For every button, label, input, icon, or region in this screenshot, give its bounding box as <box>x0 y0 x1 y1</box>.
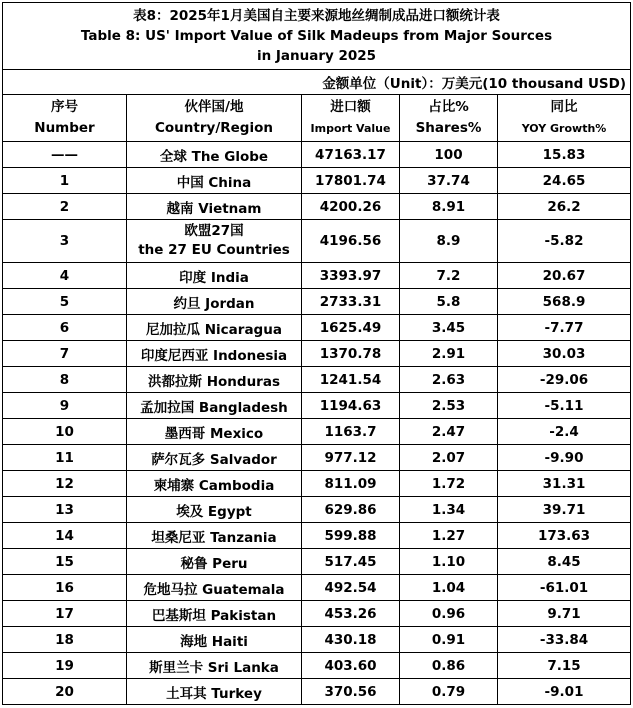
cell-yoy-growth: -5.82 <box>498 220 631 263</box>
cell-yoy-growth: -61.01 <box>498 575 631 601</box>
cell-country: 孟加拉国 Bangladesh <box>127 393 302 419</box>
cell-share: 0.79 <box>400 679 498 705</box>
cell-import-value: 370.56 <box>302 679 400 705</box>
cell-country: 中国 China <box>127 168 302 194</box>
cell-country: 尼加拉瓜 Nicaragua <box>127 315 302 341</box>
cell-import-value: 517.45 <box>302 549 400 575</box>
cell-country: 秘鲁 Peru <box>127 549 302 575</box>
cell-import-value: 1370.78 <box>302 341 400 367</box>
table-row <box>3 341 631 367</box>
cell-number: 8 <box>3 367 127 393</box>
cell-import-value: 3393.97 <box>302 263 400 289</box>
table-row <box>3 220 631 263</box>
cell-number: 15 <box>3 549 127 575</box>
header-yoy-en: YOY Growth% <box>521 122 607 135</box>
cell-number: 17 <box>3 601 127 627</box>
unit-row <box>3 70 631 95</box>
cell-number: 14 <box>3 523 127 549</box>
cell-number: 16 <box>3 575 127 601</box>
header-yoy-cn: 同比 <box>550 99 578 115</box>
table-row <box>3 471 631 497</box>
table-row <box>3 601 631 627</box>
cell-number: 7 <box>3 341 127 367</box>
title-cn: 表8：2025年1月美国自主要来源地丝绸制成品进口额统计表 <box>133 8 500 24</box>
cell-country: 柬埔寨 Cambodia <box>127 471 302 497</box>
table-row <box>3 315 631 341</box>
header-number <box>3 95 127 142</box>
cell-country: 斯里兰卡 Sri Lanka <box>127 653 302 679</box>
cell-import-value: 47163.17 <box>302 142 400 168</box>
cell-number: 18 <box>3 627 127 653</box>
cell-import-value: 453.26 <box>302 601 400 627</box>
cell-yoy-growth: 568.9 <box>498 289 631 315</box>
cell-number: 9 <box>3 393 127 419</box>
cell-import-value: 811.09 <box>302 471 400 497</box>
table-row <box>3 142 631 168</box>
cell-yoy-growth: -5.11 <box>498 393 631 419</box>
table-row <box>3 549 631 575</box>
cell-import-value: 4196.56 <box>302 220 400 263</box>
table-row <box>3 575 631 601</box>
header-country-en: Country/Region <box>155 120 273 136</box>
cell-yoy-growth: -9.90 <box>498 445 631 471</box>
cell-import-value: 403.60 <box>302 653 400 679</box>
unit-label: 金额单位（Unit）：万美元(10 thousand USD) <box>3 70 631 95</box>
header-value-cn: 进口额 <box>330 99 371 115</box>
cell-import-value: 2733.31 <box>302 289 400 315</box>
cell-share: 1.72 <box>400 471 498 497</box>
cell-yoy-growth: 30.03 <box>498 341 631 367</box>
cell-share: 1.34 <box>400 497 498 523</box>
cell-yoy-growth: 173.63 <box>498 523 631 549</box>
cell-number: 6 <box>3 315 127 341</box>
cell-country: 约旦 Jordan <box>127 289 302 315</box>
cell-number: 13 <box>3 497 127 523</box>
cell-country: 越南 Vietnam <box>127 194 302 220</box>
cell-number: 19 <box>3 653 127 679</box>
cell-import-value: 1625.49 <box>302 315 400 341</box>
cell-yoy-growth: 7.15 <box>498 653 631 679</box>
table-row <box>3 679 631 705</box>
table-row <box>3 497 631 523</box>
cell-import-value: 1241.54 <box>302 367 400 393</box>
cell-country: 萨尔瓦多 Salvador <box>127 445 302 471</box>
cell-import-value: 1194.63 <box>302 393 400 419</box>
cell-import-value: 629.86 <box>302 497 400 523</box>
table-row <box>3 194 631 220</box>
cell-share: 8.91 <box>400 194 498 220</box>
header-country <box>127 95 302 142</box>
cell-country: 墨西哥 Mexico <box>127 419 302 445</box>
table-row <box>3 653 631 679</box>
cell-country: 全球 The Globe <box>127 142 302 168</box>
cell-country: 洪都拉斯 Honduras <box>127 367 302 393</box>
table-row <box>3 627 631 653</box>
cell-share: 2.63 <box>400 367 498 393</box>
document <box>2 2 630 705</box>
cell-country: 埃及 Egypt <box>127 497 302 523</box>
table-row <box>3 419 631 445</box>
header-share <box>400 95 498 142</box>
cell-country-cn: 欧盟27国 <box>184 223 244 239</box>
cell-country: 印度尼西亚 Indonesia <box>127 341 302 367</box>
header-number-en: Number <box>34 120 95 136</box>
cell-number: 10 <box>3 419 127 445</box>
cell-number: 4 <box>3 263 127 289</box>
cell-yoy-growth: -2.4 <box>498 419 631 445</box>
cell-yoy-growth: 26.2 <box>498 194 631 220</box>
title-date: in January 2025 <box>256 48 377 64</box>
cell-yoy-growth: 20.67 <box>498 263 631 289</box>
cell-share: 1.04 <box>400 575 498 601</box>
cell-number: 3 <box>3 220 127 263</box>
cell-number: —— <box>3 142 127 168</box>
cell-import-value: 17801.74 <box>302 168 400 194</box>
cell-country: 海地 Haiti <box>127 627 302 653</box>
header-row <box>3 95 631 142</box>
cell-share: 8.9 <box>400 220 498 263</box>
header-country-cn: 伙伴国/地 <box>184 99 244 115</box>
cell-share: 37.74 <box>400 168 498 194</box>
cell-yoy-growth: -7.77 <box>498 315 631 341</box>
cell-share: 0.96 <box>400 601 498 627</box>
cell-share: 100 <box>400 142 498 168</box>
cell-yoy-growth: 15.83 <box>498 142 631 168</box>
cell-number: 2 <box>3 194 127 220</box>
cell-import-value: 977.12 <box>302 445 400 471</box>
cell-share: 2.07 <box>400 445 498 471</box>
cell-share: 0.91 <box>400 627 498 653</box>
cell-import-value: 599.88 <box>302 523 400 549</box>
cell-yoy-growth: 8.45 <box>498 549 631 575</box>
cell-number: 11 <box>3 445 127 471</box>
cell-import-value: 1163.7 <box>302 419 400 445</box>
cell-yoy-growth: 24.65 <box>498 168 631 194</box>
header-value <box>302 95 400 142</box>
header-value-en: Import Value <box>310 122 391 135</box>
table-row <box>3 393 631 419</box>
cell-share: 1.10 <box>400 549 498 575</box>
cell-country: 巴基斯坦 Pakistan <box>127 601 302 627</box>
table-row <box>3 367 631 393</box>
cell-import-value: 4200.26 <box>302 194 400 220</box>
table-row <box>3 263 631 289</box>
cell-import-value: 492.54 <box>302 575 400 601</box>
title-en: Table 8: US' Import Value of Silk Madeups from Major Sources <box>80 28 553 44</box>
table-row <box>3 168 631 194</box>
cell-share: 0.86 <box>400 653 498 679</box>
import-table <box>2 2 631 705</box>
cell-share: 3.45 <box>400 315 498 341</box>
cell-share: 5.8 <box>400 289 498 315</box>
cell-yoy-growth: 31.31 <box>498 471 631 497</box>
header-number-cn: 序号 <box>51 99 78 115</box>
cell-country: 印度 India <box>127 263 302 289</box>
cell-number: 20 <box>3 679 127 705</box>
header-share-cn: 占比% <box>428 99 469 115</box>
cell-yoy-growth: 9.71 <box>498 601 631 627</box>
cell-yoy-growth: 39.71 <box>498 497 631 523</box>
cell-country: 危地马拉 Guatemala <box>127 575 302 601</box>
cell-import-value: 430.18 <box>302 627 400 653</box>
cell-share: 2.47 <box>400 419 498 445</box>
cell-country: 土耳其 Turkey <box>127 679 302 705</box>
cell-country-en: the 27 EU Countries <box>138 242 290 258</box>
cell-yoy-growth: -33.84 <box>498 627 631 653</box>
cell-share: 2.91 <box>400 341 498 367</box>
table-row <box>3 289 631 315</box>
cell-country <box>127 220 302 263</box>
cell-number: 12 <box>3 471 127 497</box>
cell-share: 1.27 <box>400 523 498 549</box>
title-row <box>3 3 631 70</box>
cell-yoy-growth: -9.01 <box>498 679 631 705</box>
table-title <box>3 3 631 70</box>
cell-number: 1 <box>3 168 127 194</box>
cell-number: 5 <box>3 289 127 315</box>
table-row <box>3 445 631 471</box>
cell-country: 坦桑尼亚 Tanzania <box>127 523 302 549</box>
cell-yoy-growth: -29.06 <box>498 367 631 393</box>
cell-share: 2.53 <box>400 393 498 419</box>
header-yoy <box>498 95 631 142</box>
header-share-en: Shares% <box>415 120 482 136</box>
table-row <box>3 523 631 549</box>
cell-share: 7.2 <box>400 263 498 289</box>
